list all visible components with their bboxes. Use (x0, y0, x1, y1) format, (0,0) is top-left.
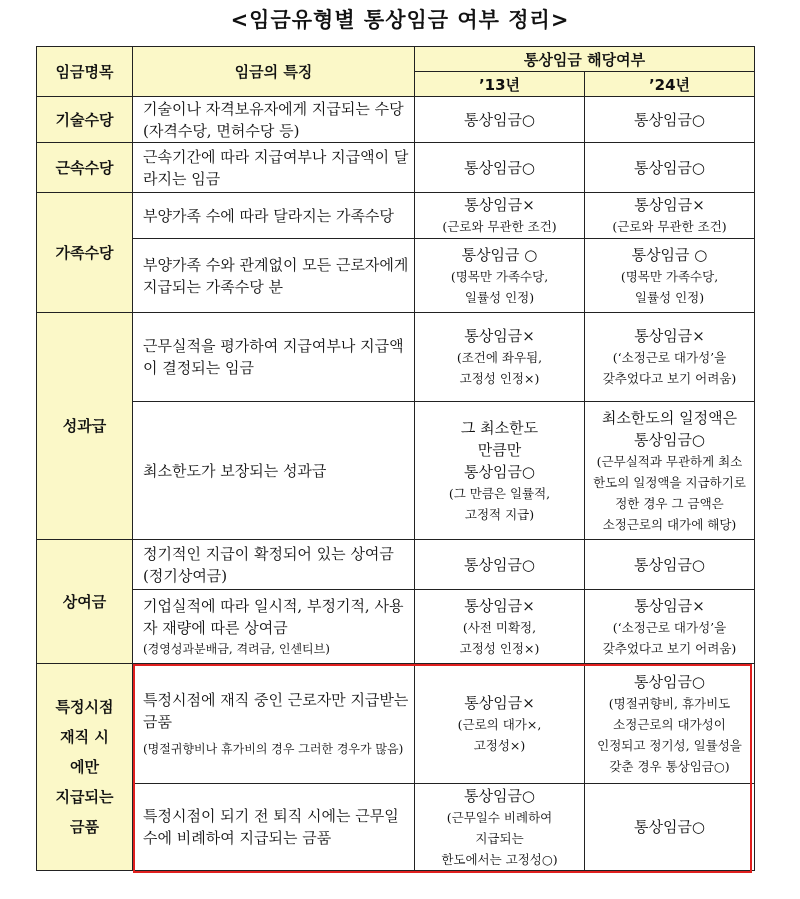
value-note: (근로와 무관한 조건) (442, 219, 557, 234)
value-performance-b-24 (585, 402, 755, 540)
desc-family-b: 부양가족 수와 관계없이 모든 근로자에게 지급되는 가족수당 분 (133, 239, 415, 313)
value-main: 최소한도의 일정액은 (601, 408, 738, 427)
value-note: (근로와 무관한 조건) (612, 219, 727, 234)
desc-tech: 기술이나 자격보유자에게 지급되는 수당(자격수당, 면허수당 등) (133, 97, 415, 143)
value-note: (‘소정근로 대가성’을 (612, 350, 727, 365)
desc-text: 특정시점에 재직 중인 근로자만 지급받는 금품 (143, 690, 409, 731)
category-tech: 기술수당 (37, 97, 133, 143)
value-note: (명절귀향비, 휴가비도 (608, 695, 731, 711)
value-note: 소정근로의 대가에 해당) (602, 516, 737, 532)
desc-bonus-b (133, 590, 415, 664)
value-performance-a-13 (415, 313, 585, 402)
value-note: 갖추었다고 보기 어려움) (602, 371, 737, 386)
value-main: 통상임금× (464, 693, 535, 712)
value-main: 통상임금○ (633, 672, 706, 691)
desc-family-a: 부양가족 수에 따라 달라지는 가족수당 (133, 193, 415, 239)
value-special-a-13 (415, 664, 585, 784)
value-note: 갖추었다고 보기 어려움) (602, 640, 737, 656)
value-note: 고정적 지급) (464, 506, 535, 522)
value-main: 통상임금× (464, 596, 535, 615)
desc-note: (명절귀향비나 휴가비의 경우 그러한 경우가 많음) (143, 741, 404, 756)
category-line: 금품 (70, 818, 99, 836)
desc-special-b: 특정시점이 되기 전 퇴직 시에는 근무일수에 비례하여 지급되는 금품 (133, 784, 415, 871)
value-note: (근로의 대가×, (457, 716, 542, 732)
value-bonus-a-24: 통상임금○ (585, 540, 755, 590)
category-line: 재직 시 (60, 728, 109, 746)
value-bonus-b-13 (415, 590, 585, 664)
value-note: (그 만큼은 일률적, (448, 485, 551, 501)
value-note: (사전 미확정, (462, 619, 537, 635)
value-special-b-24: 통상임금○ (585, 784, 755, 871)
value-note: (명목만 가족수당, (450, 268, 549, 284)
value-note: 인정되고 정기성, 일률성을 (597, 737, 742, 753)
value-note: (‘소정근로 대가성’을 (612, 619, 727, 635)
value-tech-24: 통상임금○ (585, 97, 755, 143)
value-note: 한도의 일정액을 지급하기로 (593, 474, 746, 490)
value-note: (근무일수 비례하여 (446, 809, 553, 825)
value-note: 갖춘 경우 통상임금○) (609, 758, 730, 774)
value-main: 통상임금○ (633, 430, 706, 449)
category-performance: 성과급 (37, 313, 133, 540)
value-family-b-13 (415, 239, 585, 313)
value-main: 통상임금× (464, 196, 535, 214)
header-status: 통상임금 해당여부 (415, 47, 755, 72)
header-feature: 임금의 특징 (133, 47, 415, 97)
value-main: 통상임금 ○ (461, 245, 538, 264)
value-special-a-24 (585, 664, 755, 784)
value-bonus-b-24 (585, 590, 755, 664)
value-note: 소정근로의 대가성이 (613, 716, 726, 732)
value-note: 정한 경우 그 금액은 (615, 495, 724, 511)
page-title: <임금유형별 통상임금 여부 정리> (230, 8, 570, 32)
value-note: 고정성 인정×) (459, 640, 540, 656)
value-main: 통상임금× (634, 596, 705, 615)
value-main: 통상임금○ (463, 786, 536, 805)
desc-text: 기업실적에 따라 일시적, 부정기적, 사용자 재량에 따른 상여금 (143, 596, 404, 637)
value-note: 한도에서는 고정성○) (441, 851, 558, 867)
value-note: (명목만 가족수당, (620, 268, 719, 284)
value-tenure-24: 통상임금○ (585, 143, 755, 193)
category-family: 가족수당 (37, 193, 133, 313)
value-main: 통상임금× (464, 327, 535, 345)
value-bonus-a-13: 통상임금○ (415, 540, 585, 590)
value-main: 그 최소한도 (460, 418, 539, 437)
category-special (37, 664, 133, 871)
value-tenure-13: 통상임금○ (415, 143, 585, 193)
value-note: 지급되는 (475, 830, 524, 846)
category-line: 특정시점 (55, 698, 114, 716)
category-line: 에만 (70, 758, 99, 776)
value-performance-a-24 (585, 313, 755, 402)
value-family-a-13 (415, 193, 585, 239)
wage-table (36, 46, 755, 871)
desc-special-a (133, 664, 415, 784)
value-note: 일률성 인정) (634, 289, 705, 305)
category-line: 지급되는 (55, 788, 114, 806)
value-family-b-24 (585, 239, 755, 313)
value-tech-13: 통상임금○ (415, 97, 585, 143)
value-main: 통상임금× (634, 196, 705, 214)
value-note: 고정성 인정×) (459, 371, 540, 386)
value-main: 통상임금○ (463, 462, 536, 481)
value-special-b-13 (415, 784, 585, 871)
header-year-24: ’24년 (585, 72, 755, 97)
desc-performance-b: 최소한도가 보장되는 성과급 (133, 402, 415, 540)
desc-performance-a: 근무실적을 평가하여 지급여부나 지급액이 결정되는 임금 (133, 313, 415, 402)
value-family-a-24 (585, 193, 755, 239)
value-note: (조건에 좌우됨, (456, 350, 543, 365)
value-note: (근무실적과 무관하게 최소 (596, 453, 743, 469)
desc-note: (경영성과분배금, 격려금, 인센티브) (143, 641, 330, 656)
category-bonus: 상여금 (37, 540, 133, 664)
value-note: 고정성×) (473, 737, 526, 753)
desc-tenure: 근속기간에 따라 지급여부나 지급액이 달라지는 임금 (133, 143, 415, 193)
value-main: 만큼만 (477, 440, 522, 459)
value-main: 통상임금× (634, 327, 705, 345)
value-main: 통상임금 ○ (631, 245, 708, 264)
desc-bonus-a: 정기적인 지급이 확정되어 있는 상여금(정기상여금) (133, 540, 415, 590)
value-note: 일률성 인정) (464, 289, 535, 305)
header-wage-name: 임금명목 (37, 47, 133, 97)
value-performance-b-13 (415, 402, 585, 540)
category-tenure: 근속수당 (37, 143, 133, 193)
header-year-13: ’13년 (415, 72, 585, 97)
